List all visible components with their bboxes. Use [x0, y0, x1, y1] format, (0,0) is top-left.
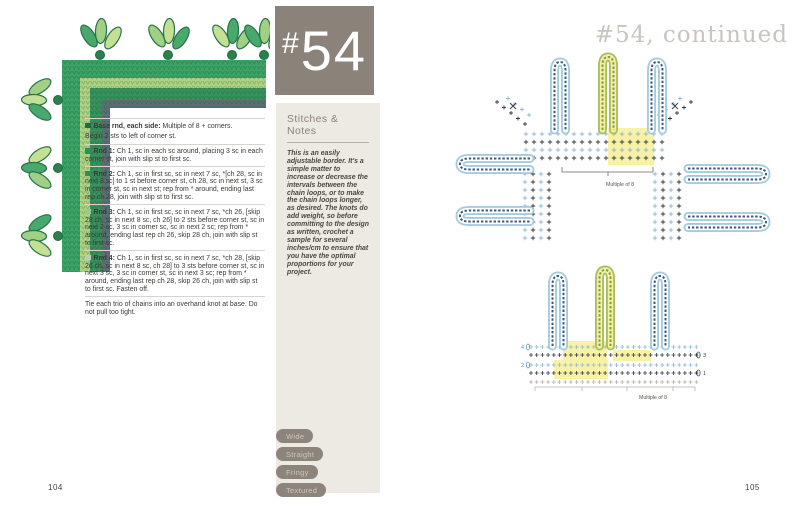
notes-body: This is an easily adjustable border. It's a simple matter to increase or decrease the intervals between the chain loops, or to make the chain loops longer, as desired. The knots do add weight, so before committing to the design as written, crochet a sample for several inches/cm to ensure that you have the optimal proportions for your project.	[287, 150, 369, 276]
title-rule	[287, 142, 369, 143]
rnd3-block	[85, 204, 265, 250]
notes-title: Stitches & Notes	[287, 113, 339, 137]
rnd2-text: Ch 1, sc in first sc, sc in next 7 sc, *[ch 28, sc in next 8 sc] to 1 st before corner st, ch 28, sc in next st, 3 sc in corner st, sc in next st; rep from * around, ending last rep ch 28, join with slip st to first sc.	[85, 170, 263, 202]
rnd4-text: Ch 1, sc in first sc, sc in next 7 sc, *ch 28, [skip 26 ch, sc in next 8 sc, ch 28] to 3 sts before corner st, sc in next 3 sc, 3 sc in corner st, sc in next 3 sc; rep from * around, ending last rep ch 28, skip 26 ch, join with slip st to first sc. Fasten off.	[85, 254, 265, 294]
rnd3-label: Rnd 3:	[93, 208, 115, 216]
stitches-notes-panel	[276, 103, 380, 493]
svg-text:3: 3	[703, 353, 707, 359]
rnd3-swatch	[85, 209, 91, 215]
finishing-note: Tie each trio of chains into an overhand knot at base. Do not pull too tight.	[85, 301, 258, 317]
rnd2-block	[85, 166, 265, 204]
base-rnd-block	[85, 118, 265, 144]
pattern-hash: #	[282, 26, 299, 60]
straight-chart-diagram	[495, 262, 775, 407]
finishing-block	[85, 296, 265, 319]
rnd1-block	[85, 144, 265, 167]
rnd3-text: Ch 1, sc in first sc, sc in next 7 sc, *ch 26, [skip 28 ch, sc in next 8 sc, ch 26] to 2 sts before corner st, sc in next 2 sc, 3 sc in corner sc, sc in next 2 sc; rep from * around, ending last rep ch 26, skip 28 ch, join with slip st to first sc.	[85, 208, 265, 248]
tag-straight: Straight	[276, 447, 323, 461]
corner-chart-label: Multiple of 8	[606, 182, 634, 188]
straight-chart-label: Multiple of 8	[639, 395, 667, 401]
rnd1-swatch	[85, 148, 91, 154]
tag-fringy: Fringy	[276, 465, 318, 479]
base-rnd-text: Multiple of 8 + corners.	[162, 122, 233, 130]
tag-textured: Textured	[276, 483, 326, 497]
page-number-left: 104	[48, 483, 63, 492]
continued-header: #54, continued	[594, 22, 788, 48]
rnd1-label: Rnd 1:	[93, 148, 115, 156]
instructions-column	[85, 118, 265, 319]
rnd4-label: Rnd 4:	[93, 254, 115, 262]
pattern-number-box	[275, 6, 374, 95]
pattern-number: 54	[300, 18, 367, 82]
svg-text:1: 1	[703, 371, 707, 377]
svg-text:2: 2	[520, 363, 524, 369]
rnd2-swatch	[85, 171, 91, 177]
base-rnd-swatch	[85, 123, 91, 129]
tag-wide: Wide	[276, 429, 313, 443]
page-number-right: 105	[745, 483, 760, 492]
rnd1-text: Ch 1, sc in each sc around, placing 3 sc in each corner st, join with slip st to first sc.	[85, 148, 263, 163]
svg-text:4: 4	[520, 345, 524, 351]
base-rnd-label: Base rnd, each side:	[93, 122, 161, 130]
tag-list	[276, 429, 326, 501]
corner-chart-diagram	[430, 50, 798, 250]
rnd4-swatch	[85, 255, 91, 261]
base-rnd-note: Begin 2 sts to left of corner st.	[85, 133, 177, 141]
rnd4-block	[85, 250, 265, 296]
rnd2-label: Rnd 2:	[93, 170, 115, 178]
